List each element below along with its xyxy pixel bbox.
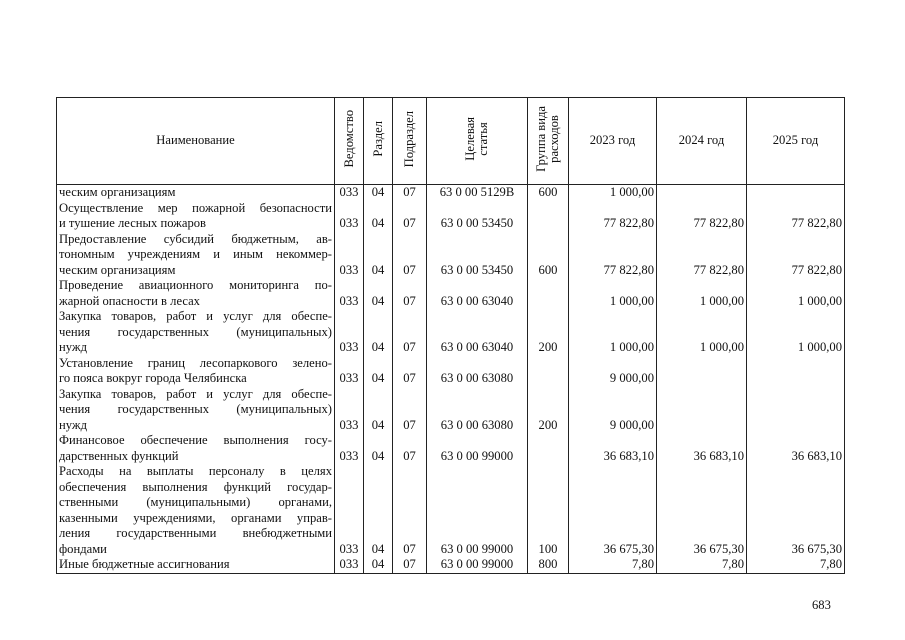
amount-2023-cell: 7,80 — [569, 557, 657, 573]
subsection-cell: 07 — [393, 356, 427, 387]
header-row — [57, 98, 845, 185]
name-cell — [57, 201, 335, 232]
amount-2024-cell: 1 000,00 — [657, 309, 747, 356]
table-row — [57, 185, 845, 201]
name-line: нужд — [59, 417, 87, 432]
header-2023: 2023 год — [569, 98, 657, 185]
name-line: ческим организациям — [59, 262, 176, 277]
page-number: 683 — [812, 598, 831, 612]
section-cell: 04 — [364, 557, 393, 573]
amount-2025-cell: 77 822,80 — [747, 201, 845, 232]
table-row — [57, 557, 845, 573]
table-row — [57, 356, 845, 387]
amount-2023-cell: 36 683,10 — [569, 433, 657, 464]
name-cell — [57, 309, 335, 356]
header-section: Раздел — [364, 98, 393, 185]
target-cell: 63 0 00 99000 — [427, 557, 528, 573]
section-cell: 04 — [364, 278, 393, 309]
subsection-cell: 07 — [393, 464, 427, 557]
amount-2023-cell: 1 000,00 — [569, 185, 657, 201]
amount-2025-cell — [747, 185, 845, 201]
name-line: ления государственными внебюджетными — [59, 526, 332, 540]
group-cell: 200 — [528, 309, 569, 356]
subsection-cell: 07 — [393, 201, 427, 232]
table-row — [57, 278, 845, 309]
section-cell: 04 — [364, 356, 393, 387]
target-cell: 63 0 00 63080 — [427, 387, 528, 434]
amount-2023-cell: 77 822,80 — [569, 201, 657, 232]
amount-2023-cell: 9 000,00 — [569, 387, 657, 434]
budget-table — [56, 97, 845, 574]
name-line: Финансовое обеспечение выполнения госу- — [59, 433, 332, 447]
amount-2024-cell — [657, 387, 747, 434]
amount-2025-cell — [747, 387, 845, 434]
section-cell: 04 — [364, 387, 393, 434]
name-line: Расходы на выплаты персоналу в целях — [59, 464, 332, 478]
name-line: Закупка товаров, работ и услуг для обеспе- — [59, 386, 332, 401]
name-line: обеспечения выполнения функций государ- — [59, 479, 332, 494]
amount-2024-cell: 77 822,80 — [657, 201, 747, 232]
name-line: дарственных функций — [59, 448, 179, 463]
amount-2025-cell: 1 000,00 — [747, 309, 845, 356]
target-cell: 63 0 00 99000 — [427, 433, 528, 464]
header-exp-group: Группа вида расходов — [528, 98, 569, 185]
name-line: казенными учреждениями, органами управ- — [59, 510, 332, 525]
table-row — [57, 232, 845, 279]
header-dept: Ведомство — [335, 98, 364, 185]
name-cell — [57, 185, 335, 201]
name-line: фондами — [59, 541, 107, 556]
dept-cell: 033 — [335, 232, 364, 279]
dept-cell: 033 — [335, 433, 364, 464]
amount-2024-cell: 1 000,00 — [657, 278, 747, 309]
subsection-cell: 07 — [393, 185, 427, 201]
subsection-cell: 07 — [393, 309, 427, 356]
amount-2023-cell: 36 675,30 — [569, 464, 657, 557]
dept-cell: 033 — [335, 185, 364, 201]
name-line: тономным учреждениям и иным некоммер- — [59, 247, 332, 261]
name-line: чения государственных (муниципальных) — [59, 324, 332, 339]
target-cell: 63 0 00 5129В — [427, 185, 528, 201]
name-cell — [57, 356, 335, 387]
group-cell: 800 — [528, 557, 569, 573]
table-body — [57, 185, 845, 574]
table-row — [57, 464, 845, 557]
target-cell: 63 0 00 63040 — [427, 309, 528, 356]
amount-2024-cell: 36 683,10 — [657, 433, 747, 464]
group-cell — [528, 201, 569, 232]
group-cell: 600 — [528, 232, 569, 279]
amount-2025-cell: 1 000,00 — [747, 278, 845, 309]
dept-cell: 033 — [335, 387, 364, 434]
target-cell: 63 0 00 99000 — [427, 464, 528, 557]
group-cell: 600 — [528, 185, 569, 201]
amount-2024-cell — [657, 185, 747, 201]
header-2024: 2024 год — [657, 98, 747, 185]
name-line: и тушение лесных пожаров — [59, 216, 207, 230]
group-cell — [528, 433, 569, 464]
name-line: Предоставление субсидий бюджетным, ав- — [59, 231, 332, 246]
amount-2023-cell: 1 000,00 — [569, 278, 657, 309]
amount-2024-cell: 7,80 — [657, 557, 747, 573]
subsection-cell: 07 — [393, 557, 427, 573]
name-line: ственными (муниципальными) органами, — [59, 495, 332, 509]
header-2025: 2025 год — [747, 98, 845, 185]
amount-2025-cell: 7,80 — [747, 557, 845, 573]
section-cell: 04 — [364, 464, 393, 557]
table-row — [57, 387, 845, 434]
amount-2025-cell: 36 683,10 — [747, 433, 845, 464]
amount-2025-cell: 36 675,30 — [747, 464, 845, 557]
dept-cell: 033 — [335, 309, 364, 356]
name-cell — [57, 278, 335, 309]
target-cell: 63 0 00 63080 — [427, 356, 528, 387]
header-name: Наименование — [57, 98, 335, 185]
header-target: Целевая статья — [427, 98, 528, 185]
name-line: ческим организациям — [59, 185, 176, 199]
amount-2023-cell: 1 000,00 — [569, 309, 657, 356]
amount-2025-cell — [747, 356, 845, 387]
group-cell: 100 — [528, 464, 569, 557]
name-line: го пояса вокруг города Челябинска — [59, 371, 247, 385]
dept-cell: 033 — [335, 278, 364, 309]
table-row — [57, 309, 845, 356]
target-cell: 63 0 00 53450 — [427, 201, 528, 232]
name-cell — [57, 557, 335, 573]
section-cell: 04 — [364, 433, 393, 464]
name-line: Закупка товаров, работ и услуг для обеспе- — [59, 309, 332, 323]
name-line: чения государственных (муниципальных) — [59, 402, 332, 416]
name-line: нужд — [59, 340, 87, 354]
target-cell: 63 0 00 63040 — [427, 278, 528, 309]
section-cell: 04 — [364, 201, 393, 232]
amount-2024-cell: 36 675,30 — [657, 464, 747, 557]
group-cell — [528, 356, 569, 387]
table-row — [57, 201, 845, 232]
name-line: Установление границ лесопаркового зелено- — [59, 355, 332, 370]
group-cell: 200 — [528, 387, 569, 434]
subsection-cell: 07 — [393, 387, 427, 434]
amount-2025-cell: 77 822,80 — [747, 232, 845, 279]
name-cell — [57, 433, 335, 464]
name-line: Осуществление мер пожарной безопасности — [59, 200, 332, 215]
section-cell: 04 — [364, 185, 393, 201]
dept-cell: 033 — [335, 356, 364, 387]
name-cell — [57, 387, 335, 434]
name-cell — [57, 464, 335, 557]
amount-2023-cell: 77 822,80 — [569, 232, 657, 279]
dept-cell: 033 — [335, 464, 364, 557]
table-row — [57, 433, 845, 464]
section-cell: 04 — [364, 309, 393, 356]
dept-cell: 033 — [335, 201, 364, 232]
subsection-cell: 07 — [393, 232, 427, 279]
section-cell: 04 — [364, 232, 393, 279]
subsection-cell: 07 — [393, 278, 427, 309]
name-line: жарной опасности в лесах — [59, 293, 200, 308]
amount-2023-cell: 9 000,00 — [569, 356, 657, 387]
amount-2024-cell — [657, 356, 747, 387]
dept-cell: 033 — [335, 557, 364, 573]
name-line: Иные бюджетные ассигнования — [59, 557, 230, 571]
name-cell — [57, 232, 335, 279]
name-line: Проведение авиационного мониторинга по- — [59, 278, 332, 292]
target-cell: 63 0 00 53450 — [427, 232, 528, 279]
subsection-cell: 07 — [393, 433, 427, 464]
group-cell — [528, 278, 569, 309]
amount-2024-cell: 77 822,80 — [657, 232, 747, 279]
header-subsection: Подраздел — [393, 98, 427, 185]
